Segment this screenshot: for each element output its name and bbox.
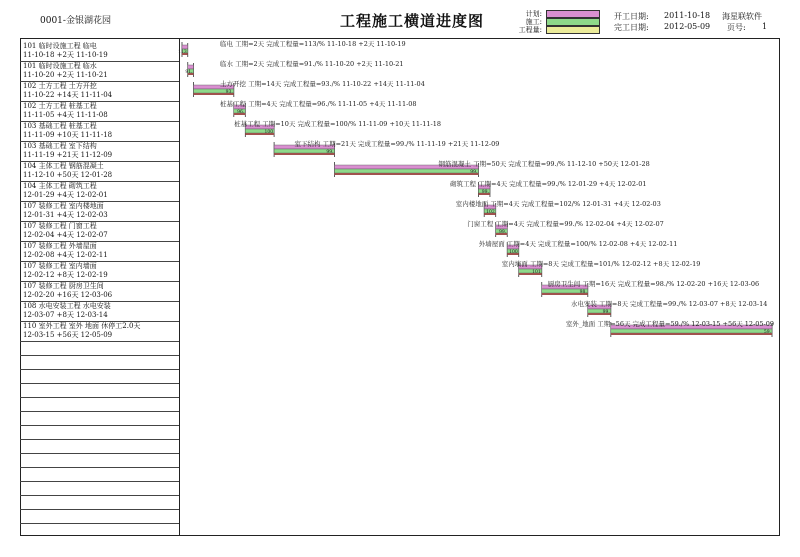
start-date: 2011-10-18	[664, 11, 711, 20]
quantity-label: 100	[509, 250, 518, 255]
empty-row	[20, 468, 179, 482]
baseline-bar	[611, 333, 772, 335]
actual-bar	[611, 329, 772, 333]
task-row	[20, 62, 179, 82]
task-title: 107 装修工程 门窗工程	[23, 222, 97, 230]
task-dates: 11-11-19 +21天 11-12-09	[23, 151, 113, 159]
quantity-label: 93.	[225, 90, 233, 95]
task-title: 102 土方工程 桩基工程	[23, 102, 97, 110]
task-dates: 12-03-07 +8天 12-03-14	[23, 311, 108, 319]
task-row	[20, 42, 179, 62]
task-bar-label: 水电安装 工期=8天 完成工程量=99./% 12-03-07 +8天 12-03-14	[570, 300, 768, 308]
plan-bar	[182, 45, 188, 49]
task-dates: 12-01-29 +4天 12-02-01	[23, 191, 108, 199]
task-bar-label: 门窗工程 工期=4天 完成工程量=99./% 12-02-04 +4天 12-02-07	[467, 220, 664, 228]
task-row	[20, 142, 179, 162]
task-title: 110 室外工程 室外 地面 休停工2.0天	[23, 322, 141, 330]
task-dates: 11-12-10 +50天 12-01-28	[23, 171, 113, 179]
empty-row	[20, 482, 179, 496]
quantity-label: 99.	[326, 150, 334, 155]
task-title: 107 装修工程 厨房卫生间	[23, 282, 104, 290]
empty-row	[20, 356, 179, 370]
chart-title: 工程施工横道进度图	[340, 12, 485, 30]
task-title: 107 装修工程 室内楼地面	[23, 202, 104, 210]
task-title: 107 装修工程 室内墙面	[23, 262, 97, 270]
empty-row	[20, 342, 179, 356]
start-date-label: 开工日期:	[614, 12, 649, 21]
task-title: 101 临时设施工程 临水	[23, 62, 97, 70]
task-title: 104 主体工程 钢筋混凝土	[23, 162, 104, 170]
task-title: 107 装修工程 外墙屋面	[23, 242, 97, 250]
task-title: 104 主体工程 砌筑工程	[23, 182, 97, 190]
task-dates: 12-02-08 +4天 12-02-11	[23, 251, 108, 259]
task-bar-label: 室外_地面 工期=56天 完成工程量=59./% 12-03-15 +56天 12-05-09	[565, 320, 774, 328]
task-title: 102 土方工程 土方开挖	[23, 82, 97, 90]
end-date: 2012-05-09	[664, 22, 711, 31]
task-bar-label: 室下结构 工期=21天 完成工程量=99./% 11-11-19 +21天 11-12-09	[294, 140, 500, 148]
company-name: 海星联软件	[722, 12, 762, 21]
empty-row	[20, 412, 179, 426]
empty-row	[20, 370, 179, 384]
task-bar-label: 桩基工程 工期=4天 完成工程量=96./% 11-11-05 +4天 11-11-08	[220, 100, 417, 108]
task-row	[20, 162, 179, 182]
empty-row	[20, 384, 179, 398]
task-dates: 12-01-31 +4天 12-02-03	[23, 211, 108, 219]
task-bar-label: 室内楼地面 工期=4天 完成工程量=102/% 12-01-31 +4天 12-02-03	[455, 200, 661, 208]
legend-actual-swatch	[546, 18, 600, 26]
empty-row	[20, 440, 179, 454]
task-bar-label: 外墙屋面 工期=4天 完成工程量=100/% 12-02-08 +4天 12-02-11	[478, 240, 678, 248]
empty-row	[20, 510, 179, 524]
task-bar-label: 钢筋混凝土 工期=50天 完成工程量=99./% 11-12-10 +50天 12-01-28	[438, 160, 650, 168]
task-dates: 12-02-04 +4天 12-02-07	[23, 231, 108, 239]
legend-plan-swatch	[546, 10, 600, 18]
task-dates: 11-10-18 +2天 11-10-19	[23, 51, 108, 59]
legend-quantity-swatch	[546, 26, 600, 34]
empty-row	[20, 426, 179, 440]
task-bar-label: 临水 工期=2天 完成工程量=91./% 11-10-20 +2天 11-10-21	[220, 60, 404, 68]
quantity-label: 98.	[579, 290, 587, 295]
task-row	[20, 202, 179, 222]
quantity-label: 101	[532, 270, 541, 275]
task-dates: 11-11-09 +10天 11-11-18	[23, 131, 113, 139]
task-dates: 11-10-20 +2天 11-10-21	[23, 71, 108, 79]
gantt-area	[180, 38, 778, 534]
legend-actual-label: 施工:	[525, 18, 542, 26]
task-row	[20, 82, 179, 102]
task-list	[20, 38, 180, 536]
page-number-label: 页号:	[727, 23, 746, 32]
page-number: 1	[762, 22, 768, 31]
quantity-label: 102	[486, 210, 495, 215]
legend-quantity-label: 工程量:	[518, 26, 542, 34]
quantity-label: 59.	[763, 330, 771, 335]
task-title: 108 水电安装工程 水电安装	[23, 302, 111, 310]
task-bar-label: 桩基工程 工期=10天 完成工程量=100/% 11-11-09 +10天 11-11-18	[234, 120, 442, 128]
quantity-label: 99.	[470, 170, 478, 175]
quantity-label: 113	[178, 50, 187, 55]
task-row	[20, 302, 179, 322]
quantity-label: 96.	[237, 110, 245, 115]
legend-plan-label: 计划:	[525, 10, 542, 18]
task-row	[20, 122, 179, 142]
actual-bar	[335, 169, 479, 173]
task-row	[20, 282, 179, 302]
task-row	[20, 182, 179, 202]
quantity-label: 100	[264, 130, 274, 135]
task-row	[20, 102, 179, 122]
task-row	[20, 222, 179, 242]
task-bar-label: 土方开挖 工期=14天 完成工程量=93./% 11-10-22 +14天 11-11-04	[220, 80, 425, 88]
task-title: 103 基础工程 桩基工程	[23, 122, 97, 130]
task-bar-label: 砌筑工程 工期=4天 完成工程量=99./% 12-01-29 +4天 12-02-01	[449, 180, 647, 188]
task-row	[20, 242, 179, 262]
empty-row	[20, 398, 179, 412]
task-bar-label: 临电 工期=2天 完成工程量=113/% 11-10-18 +2天 11-10-19	[220, 40, 406, 48]
empty-row	[20, 496, 179, 510]
task-dates: 12-02-20 +16天 12-03-06	[23, 291, 113, 299]
empty-row	[20, 454, 179, 468]
task-dates: 11-10-22 +14天 11-11-04	[23, 91, 113, 99]
task-dates: 12-03-15 +56天 12-05-09	[23, 331, 113, 339]
project-name: 0001-金银湖花园	[40, 16, 111, 26]
task-row	[20, 262, 179, 282]
quantity-label: 99.	[499, 230, 507, 235]
quantity-label: 99.	[602, 310, 610, 315]
task-dates: 11-11-05 +4天 11-11-08	[23, 111, 108, 119]
end-date-label: 完工日期:	[614, 23, 649, 32]
task-row	[20, 322, 179, 342]
task-bar-label: 室内墙面 工期=8天 完成工程量=101/% 12-02-12 +8天 12-02-19	[501, 260, 701, 268]
task-title: 101 临时设施工程 临电	[23, 42, 97, 50]
plan-bar	[188, 65, 194, 69]
baseline-bar	[335, 173, 479, 175]
quantity-label: 99.	[481, 190, 489, 195]
task-title: 103 基础工程 室下结构	[23, 142, 97, 150]
quantity-label: 91.	[185, 70, 193, 75]
task-dates: 12-02-12 +8天 12-02-19	[23, 271, 108, 279]
task-bar-label: 厨房卫生间 工期=16天 完成工程量=98./% 12-02-20 +16天 12-03-06	[547, 280, 760, 288]
